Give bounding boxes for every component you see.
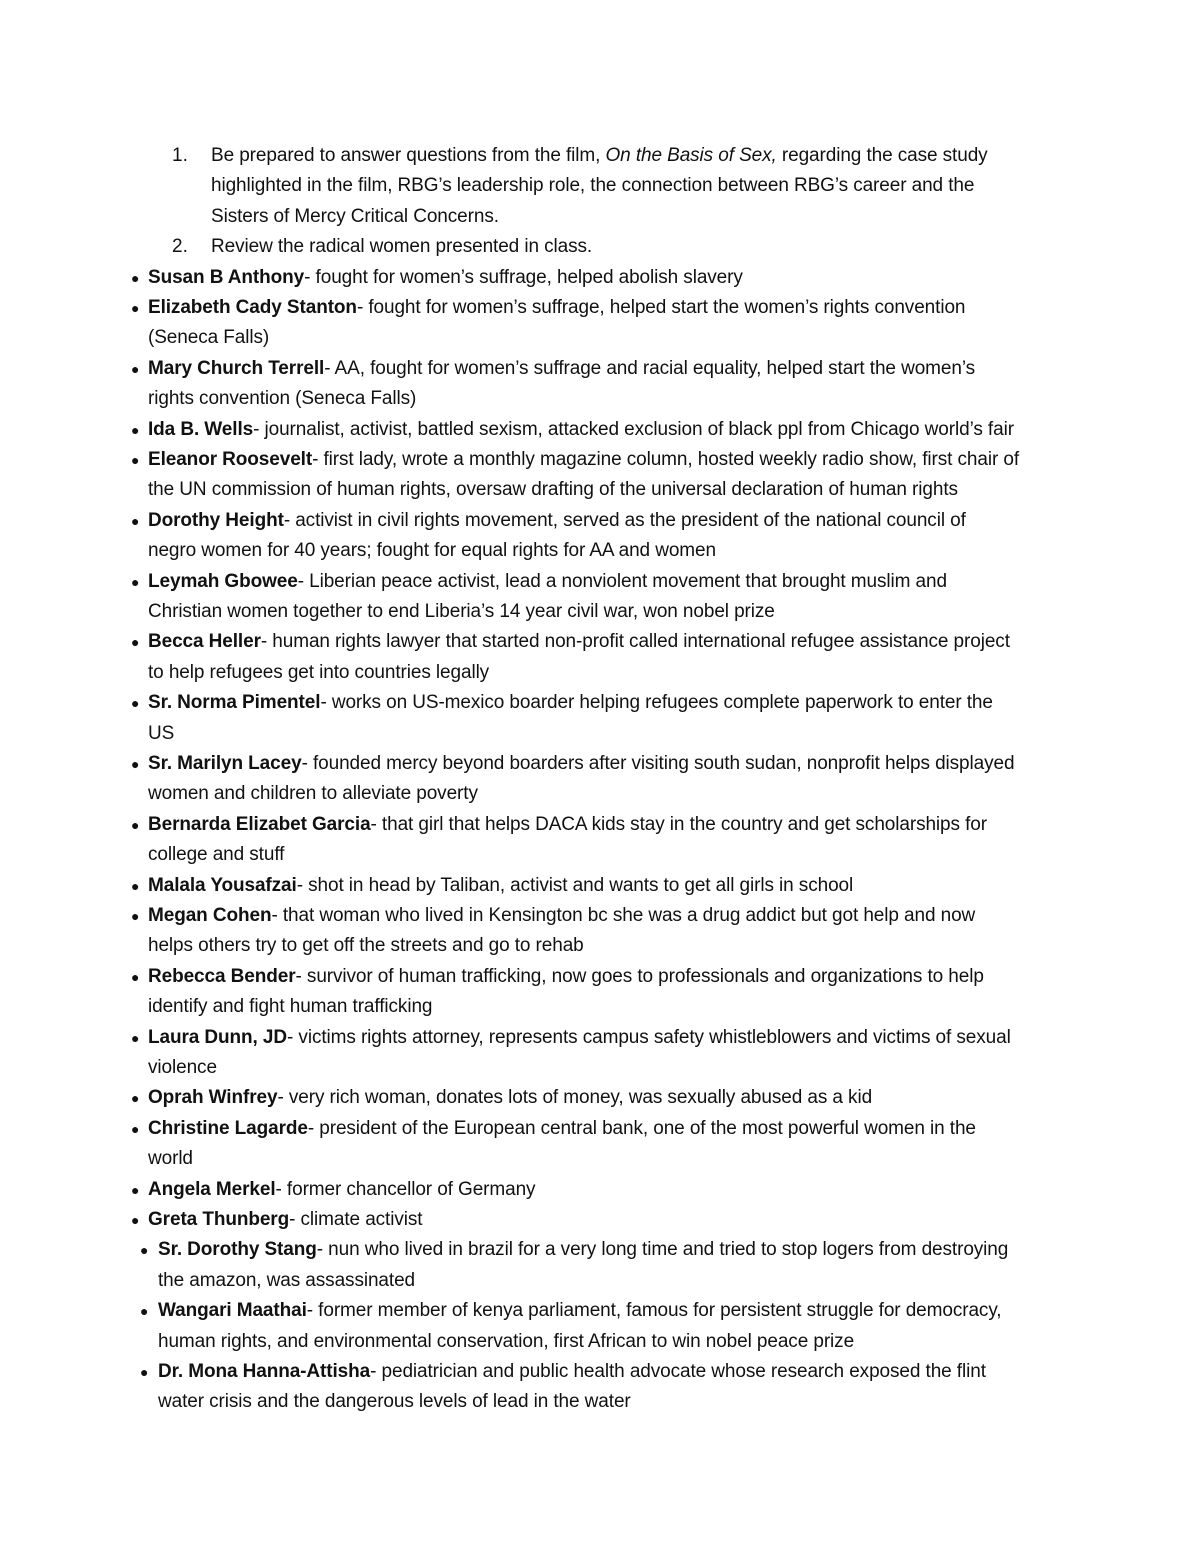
line-text: Be prepared to answer questions from the film,	[211, 145, 606, 166]
bullet-item-continuation: the amazon, was assassinated	[158, 1269, 416, 1291]
person-name: Angela Merkel	[148, 1178, 276, 1200]
person-name: Oprah Winfrey	[148, 1087, 278, 1109]
bullet-marker: ●	[131, 968, 140, 985]
bullet-marker: ●	[131, 452, 140, 468]
bullet-item-first-line	[148, 688, 993, 718]
person-description: - works on US-mexico boarder helping refugees complete paperwork to enter the	[320, 692, 993, 714]
bullet-item-first-line	[148, 263, 743, 293]
bullet-item-first-line	[148, 1023, 1011, 1053]
person-name: Malala Yousafzai	[148, 874, 297, 896]
bullet-item-continuation: identify and fight human trafficking	[148, 996, 433, 1018]
person-name: Laura Dunn, JD	[148, 1026, 288, 1048]
person-description: - president of the European central bank, one of the most powerful women in the	[307, 1117, 976, 1139]
bullet-item-first-line	[148, 1083, 872, 1113]
person-description: - first lady, wrote a monthly magazine column, hosted weekly radio show, first chair of	[312, 449, 1019, 470]
person-description: - climate activist	[289, 1209, 423, 1230]
bullet-marker: ●	[131, 816, 140, 833]
person-description: - former member of kenya parliament, famous for persistent struggle for democracy,	[306, 1300, 1002, 1322]
person-description: - fought for women’s suffrage, helped abolish slavery	[304, 266, 743, 288]
person-description: - survivor of human trafficking, now goes to professionals and organizations to help	[295, 965, 984, 987]
person-name: Eleanor Roosevelt	[148, 449, 313, 470]
bullet-marker: ●	[131, 421, 140, 438]
person-description: - shot in head by Taliban, activist and wants to get all girls in school	[296, 874, 854, 896]
person-description: - Liberian peace activist, lead a nonviolent movement that brought muslim and	[297, 570, 947, 592]
bullet-item-first-line	[148, 415, 1014, 445]
bullet-marker: ●	[131, 573, 140, 590]
bullet-item-continuation: US	[148, 722, 175, 744]
bullet-item-continuation: violence	[148, 1057, 217, 1078]
bullet-item-first-line	[148, 1175, 535, 1205]
person-name: Greta Thunberg	[148, 1209, 290, 1230]
bullet-item-continuation: rights convention (Seneca Falls)	[148, 388, 417, 410]
bullet-item-first-line	[148, 749, 1014, 779]
bullet-marker: ●	[131, 908, 140, 924]
film-title: On the Basis of Sex,	[605, 145, 777, 166]
bullet-item-continuation: helps others try to get off the streets and go to rehab	[148, 935, 584, 957]
person-description: - nun who lived in brazil for a very long time and tried to stop logers from destroying	[316, 1239, 1009, 1261]
person-description: - AA, fought for women’s suffrage and racial equality, helped start the women’s	[324, 357, 975, 379]
bullet-item-continuation: Christian women together to end Liberia’s 14 year civil war, won nobel prize	[148, 601, 775, 622]
bullet-item-first-line	[148, 871, 853, 901]
numbered-item-number: 1.	[172, 145, 188, 166]
bullet-marker: ●	[131, 1120, 140, 1137]
bullet-item-first-line	[148, 506, 966, 536]
bullet-item-continuation: the UN commission of human rights, oversaw drafting of the universal declaration of human rights	[148, 479, 958, 501]
person-description: - founded mercy beyond boarders after visiting south sudan, nonprofit helps displayed	[301, 753, 1015, 774]
person-description: - fought for women’s suffrage, helped start the women’s rights convention	[356, 297, 966, 318]
numbered-item-line: highlighted in the film, RBG’s leadership role, the connection between RBG’s career and the	[211, 175, 975, 197]
person-name: Elizabeth Cady Stanton	[148, 297, 357, 318]
bullet-item-first-line	[148, 354, 975, 384]
person-name: Becca Heller	[148, 631, 261, 653]
bullet-item-continuation: water crisis and the dangerous levels of lead in the water	[158, 1391, 631, 1413]
bullet-item-first-line	[148, 445, 1019, 475]
bullet-item-first-line	[148, 567, 947, 597]
person-name: Sr. Dorothy Stang	[158, 1239, 317, 1261]
person-description: - activist in civil rights movement, served as the president of the national council of	[283, 509, 966, 531]
bullet-item-continuation: (Seneca Falls)	[148, 327, 270, 349]
bullet-marker: ●	[131, 1181, 140, 1198]
person-description: - very rich woman, donates lots of money, was sexually abused as a kid	[277, 1087, 873, 1109]
numbered-item-line	[211, 141, 988, 171]
person-name: Mary Church Terrell	[148, 357, 325, 379]
bullet-marker: ●	[131, 269, 140, 286]
numbered-item-number: 2.	[172, 236, 188, 258]
person-description: - victims rights attorney, represents campus safety whistleblowers and victims of sexual	[287, 1026, 1011, 1048]
bullet-marker: ●	[131, 877, 140, 894]
bullet-item-first-line	[148, 962, 984, 992]
person-name: Rebecca Bender	[148, 965, 296, 987]
bullet-item-first-line	[148, 627, 1010, 657]
bullet-item-first-line	[148, 901, 975, 931]
person-name: Dorothy Height	[148, 509, 284, 531]
person-name: Christine Lagarde	[148, 1117, 308, 1139]
bullet-item-first-line	[148, 1114, 976, 1144]
bullet-marker: ●	[131, 300, 140, 316]
numbered-item-line: Sisters of Mercy Critical Concerns.	[211, 205, 499, 227]
bullet-item-first-line	[158, 1357, 986, 1387]
bullet-item-continuation: to help refugees get into countries legally	[148, 661, 490, 683]
bullet-marker: ●	[131, 1090, 140, 1107]
person-description: - that girl that helps DACA kids stay in the country and get scholarships for	[370, 813, 987, 835]
person-description: - former chancellor of Germany	[275, 1178, 536, 1200]
bullet-marker: ●	[131, 1029, 140, 1046]
person-name: Ida B. Wells	[148, 418, 254, 440]
bullet-marker: ●	[131, 512, 140, 529]
person-name: Megan Cohen	[148, 905, 272, 926]
bullet-marker: ●	[140, 1364, 149, 1380]
bullet-item-first-line	[158, 1235, 1008, 1265]
person-name: Bernarda Elizabet Garcia	[148, 813, 371, 835]
bullet-marker: ●	[131, 695, 140, 712]
bullet-item-first-line	[158, 1296, 1001, 1326]
person-name: Susan B Anthony	[148, 266, 305, 288]
person-name: Dr. Mona Hanna-Attisha	[158, 1361, 371, 1382]
line-text: regarding the case study	[776, 145, 988, 166]
bullet-item-first-line	[148, 293, 965, 323]
person-description: - pediatrician and public health advocate whose research exposed the flint	[370, 1361, 986, 1382]
numbered-item-line: Review the radical women presented in class.	[211, 236, 593, 258]
bullet-marker: ●	[131, 634, 140, 651]
person-name: Sr. Marilyn Lacey	[148, 753, 302, 774]
bullet-marker: ●	[131, 360, 140, 377]
person-name: Leymah Gbowee	[148, 570, 298, 592]
person-name: Sr. Norma Pimentel	[148, 692, 321, 714]
person-description: - that woman who lived in Kensington bc she was a drug addict but got help and now	[271, 905, 976, 926]
bullet-item-first-line	[148, 1205, 422, 1235]
bullet-item-continuation: college and stuff	[148, 844, 285, 866]
person-description: - human rights lawyer that started non-profit called international refugee assistance project	[260, 631, 1010, 653]
bullet-item-continuation: negro women for 40 years; fought for equal rights for AA and women	[148, 540, 716, 562]
bullet-item-continuation: women and children to alleviate poverty	[148, 783, 478, 805]
person-description: - journalist, activist, battled sexism, attacked exclusion of black ppl from Chicago world’s fair	[253, 418, 1014, 440]
bullet-item-continuation: world	[148, 1148, 193, 1170]
person-name: Wangari Maathai	[158, 1300, 307, 1322]
bullet-marker: ●	[140, 1303, 149, 1320]
bullet-marker: ●	[131, 1212, 140, 1228]
bullet-marker: ●	[131, 756, 140, 772]
bullet-item-first-line	[148, 810, 987, 840]
bullet-item-continuation: human rights, and environmental conservation, first African to win nobel peace prize	[158, 1330, 855, 1352]
bullet-marker: ●	[140, 1242, 149, 1259]
